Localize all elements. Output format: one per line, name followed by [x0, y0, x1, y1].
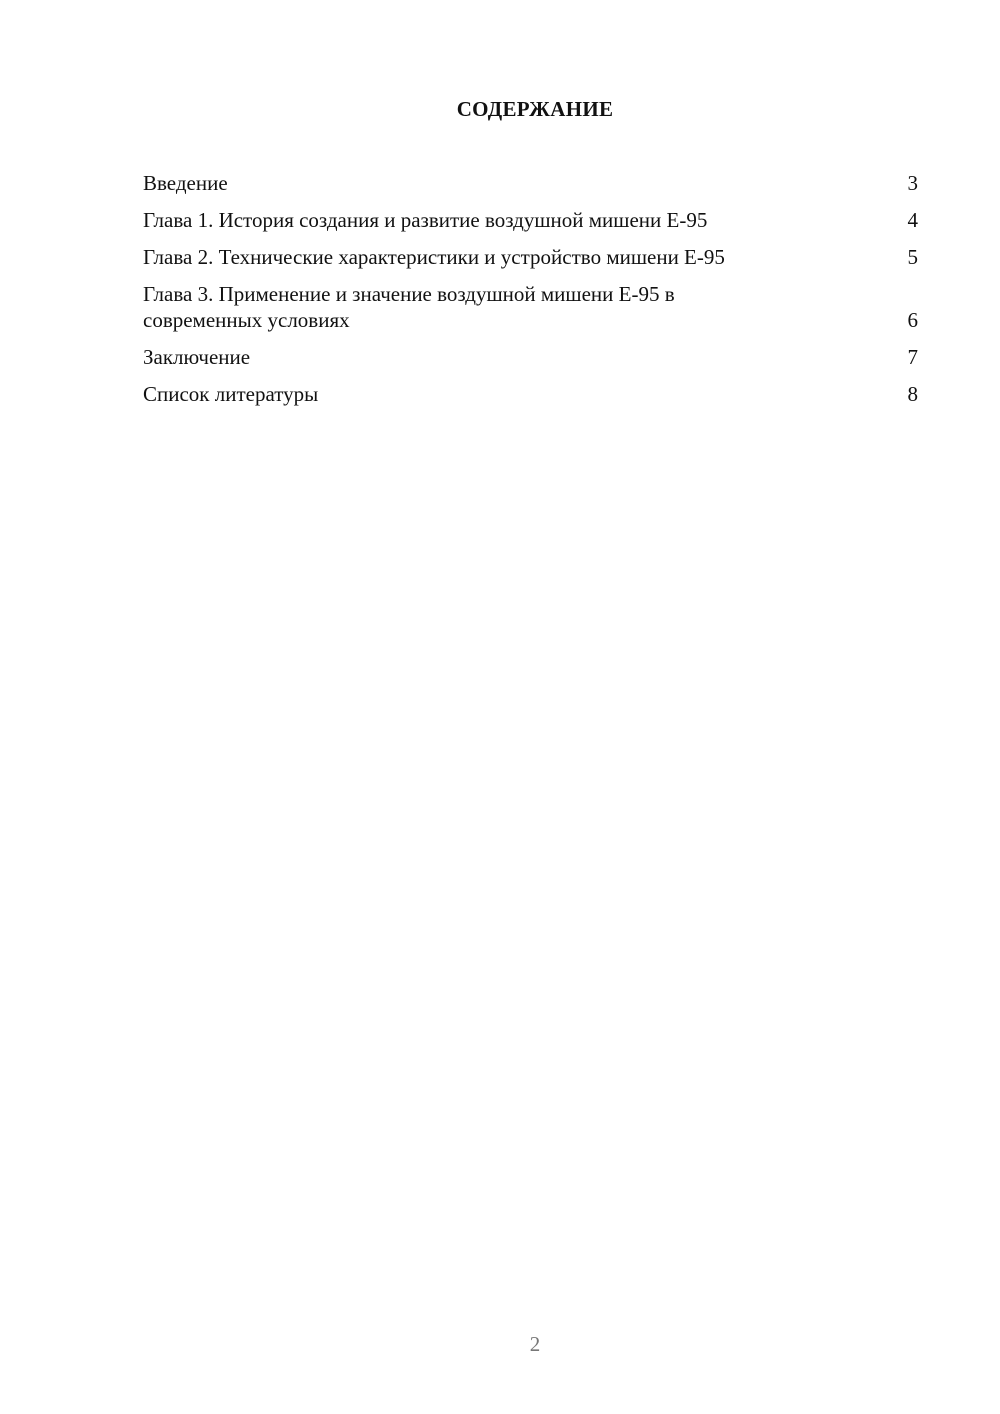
toc-entry-conclusion — [143, 344, 918, 370]
toc-entry-text: Введение — [143, 171, 228, 195]
toc-entry-page: 7 — [907, 345, 918, 369]
toc-entry-references — [143, 381, 918, 407]
toc-entry-page: 4 — [907, 208, 918, 232]
toc-entry-text: Заключение — [143, 345, 251, 369]
toc-entry-chapter-3 — [143, 281, 918, 333]
toc-entry-page: 5 — [907, 245, 918, 269]
toc-entry-text: Глава 1. История создания и развитие воздушной мишени Е-95 — [143, 208, 708, 232]
toc-entry-text: Список литературы — [143, 382, 319, 406]
toc-entry-text: Глава 3. Применение и значение воздушной мишени Е-95 в современных условиях — [143, 282, 675, 332]
table-of-contents — [143, 170, 918, 418]
toc-entry-chapter-1 — [143, 207, 918, 233]
toc-entry-page: 6 — [907, 308, 918, 332]
toc-entry-page: 3 — [907, 171, 918, 195]
toc-title: СОДЕРЖАНИЕ — [456, 97, 614, 121]
toc-entry-chapter-2 — [143, 244, 918, 270]
toc-entry-introduction — [143, 170, 918, 196]
toc-entry-page: 8 — [907, 382, 918, 406]
toc-entry-text: Глава 2. Технические характеристики и устройство мишени Е-95 — [143, 245, 725, 269]
page-number: 2 — [529, 1332, 541, 1356]
